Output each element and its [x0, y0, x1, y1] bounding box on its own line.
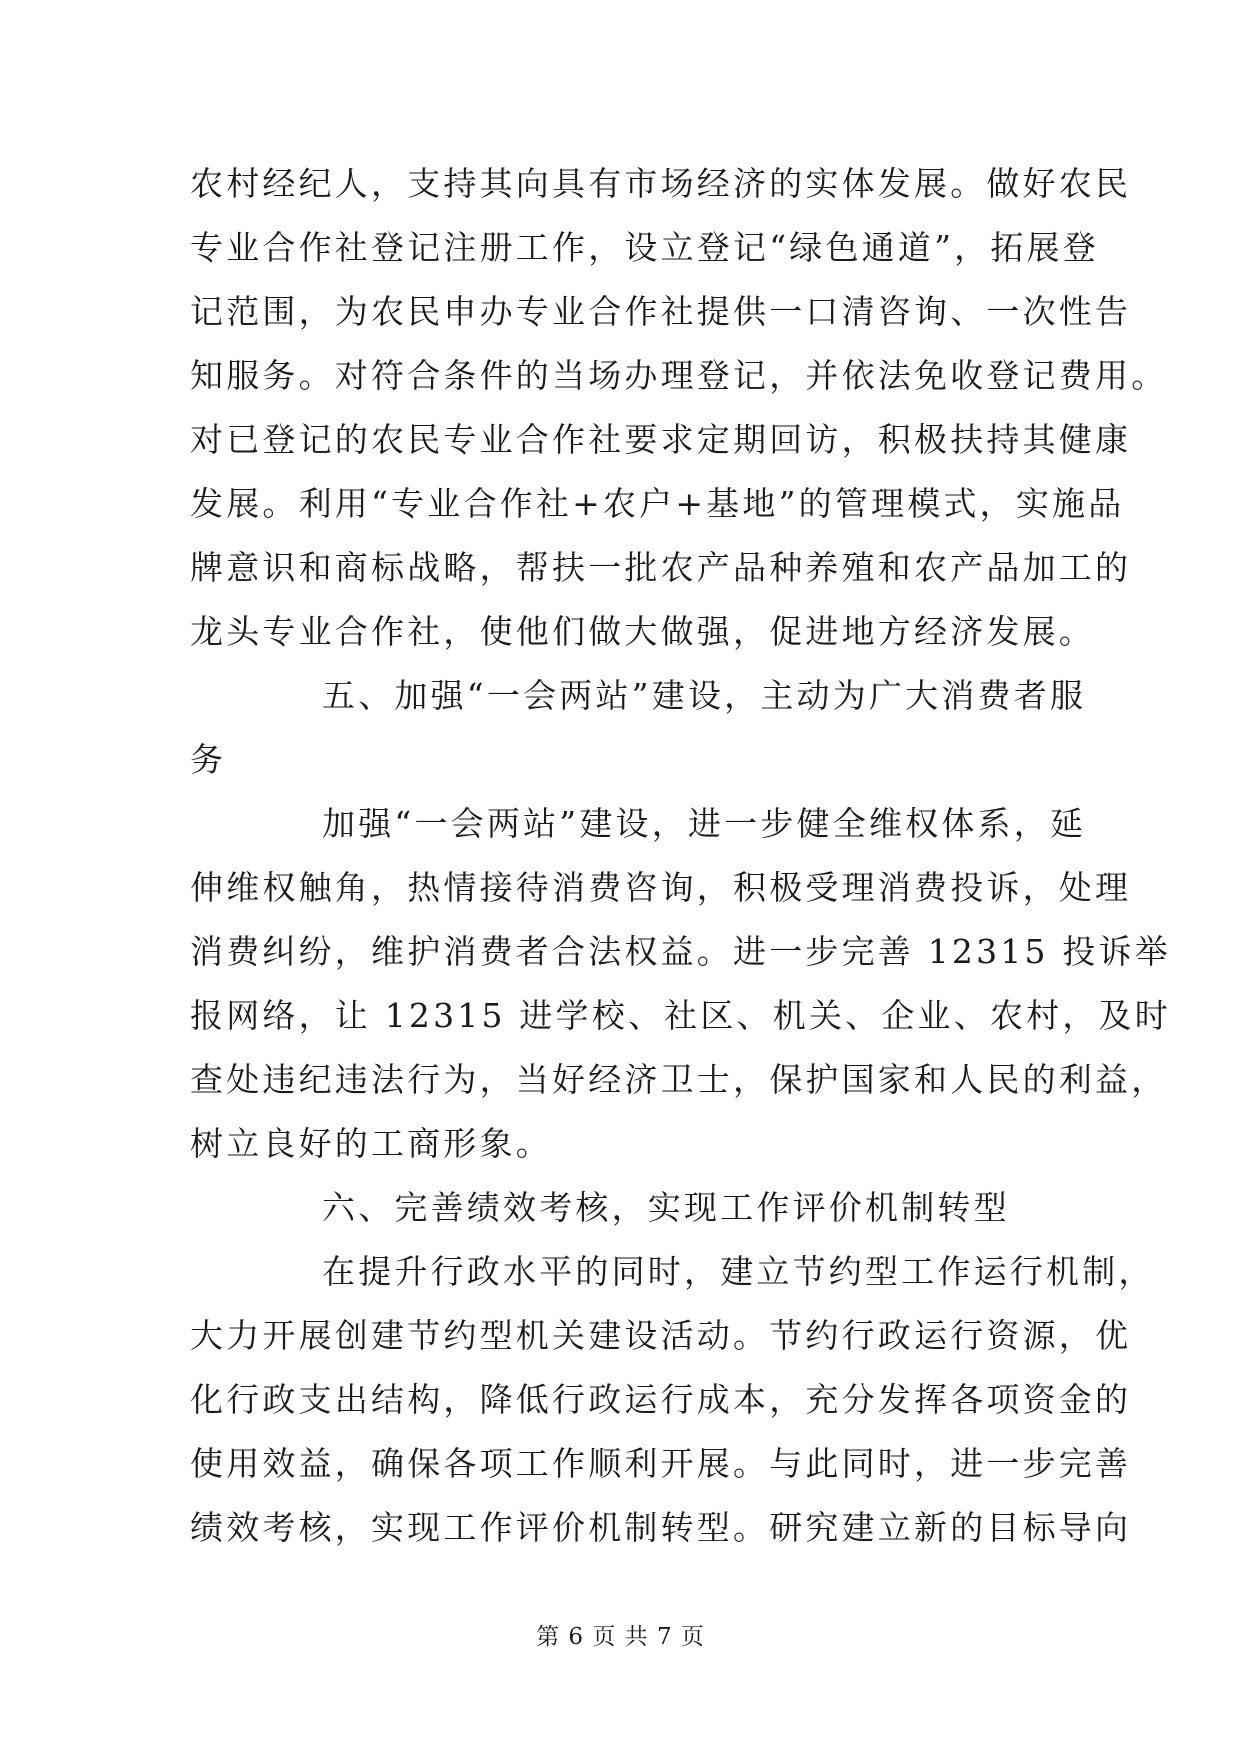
text-line: 对已登记的农民专业合作社要求定期回访，积极扶持其健康 [190, 420, 1132, 459]
text-line: 绩效考核，实现工作评价机制转型。研究建立新的目标导向 [190, 1508, 1132, 1547]
text-line: 龙头专业合作社，使他们做大做强，促进地方经济发展。 [190, 612, 1095, 651]
text-line: 牌意识和商标战略，帮扶一批农产品种养殖和农产品加工的 [190, 548, 1132, 587]
text-line: 大力开展创建节约型机关建设活动。节约行政运行资源，优 [190, 1316, 1132, 1355]
text-line: 使用效益，确保各项工作顺利开展。与此同时，进一步完善 [190, 1444, 1132, 1483]
section-heading-6: 六、完善绩效考核，实现工作评价机制转型 [322, 1188, 1010, 1227]
paragraph-start: 加强“一会两站”建设，进一步健全维权体系，延 [322, 804, 1087, 843]
document-body [190, 152, 1171, 1560]
section-heading-5-continued: 务 [190, 740, 227, 779]
paragraph-start: 在提升行政水平的同时，建立节约型工作运行机制， [322, 1252, 1155, 1291]
text-line: 化行政支出结构，降低行政运行成本，充分发挥各项资金的 [190, 1380, 1132, 1419]
page-number-footer: 第 6 页 共 7 页 [536, 1624, 705, 1650]
text-line: 专业合作社登记注册工作，设立登记“绿色通道”，拓展登 [190, 228, 1099, 267]
text-line: 知服务。对符合条件的当场办理登记，并依法免收登记费用。 [190, 356, 1168, 395]
text-line: 农村经纪人，支持其向具有市场经济的实体发展。做好农民 [190, 164, 1132, 203]
text-line: 树立良好的工商形象。 [190, 1124, 552, 1163]
text-line: 消费纠纷，维护消费者合法权益。进一步完善 12315 投诉举 [190, 932, 1171, 971]
text-line: 发展。利用“专业合作社+农户+基地”的管理模式，实施品 [190, 484, 1125, 523]
text-line: 查处违纪违法行为，当好经济卫士，保护国家和人民的利益， [190, 1060, 1168, 1099]
text-line: 记范围，为农民申办专业合作社提供一口清咨询、一次性告 [190, 292, 1132, 331]
section-heading-5: 五、加强“一会两站”建设，主动为广大消费者服 [322, 676, 1087, 715]
text-line: 报网络，让 12315 进学校、社区、机关、企业、农村，及时 [190, 996, 1171, 1035]
text-line: 伸维权触角，热情接待消费咨询，积极受理消费投诉，处理 [190, 868, 1132, 907]
